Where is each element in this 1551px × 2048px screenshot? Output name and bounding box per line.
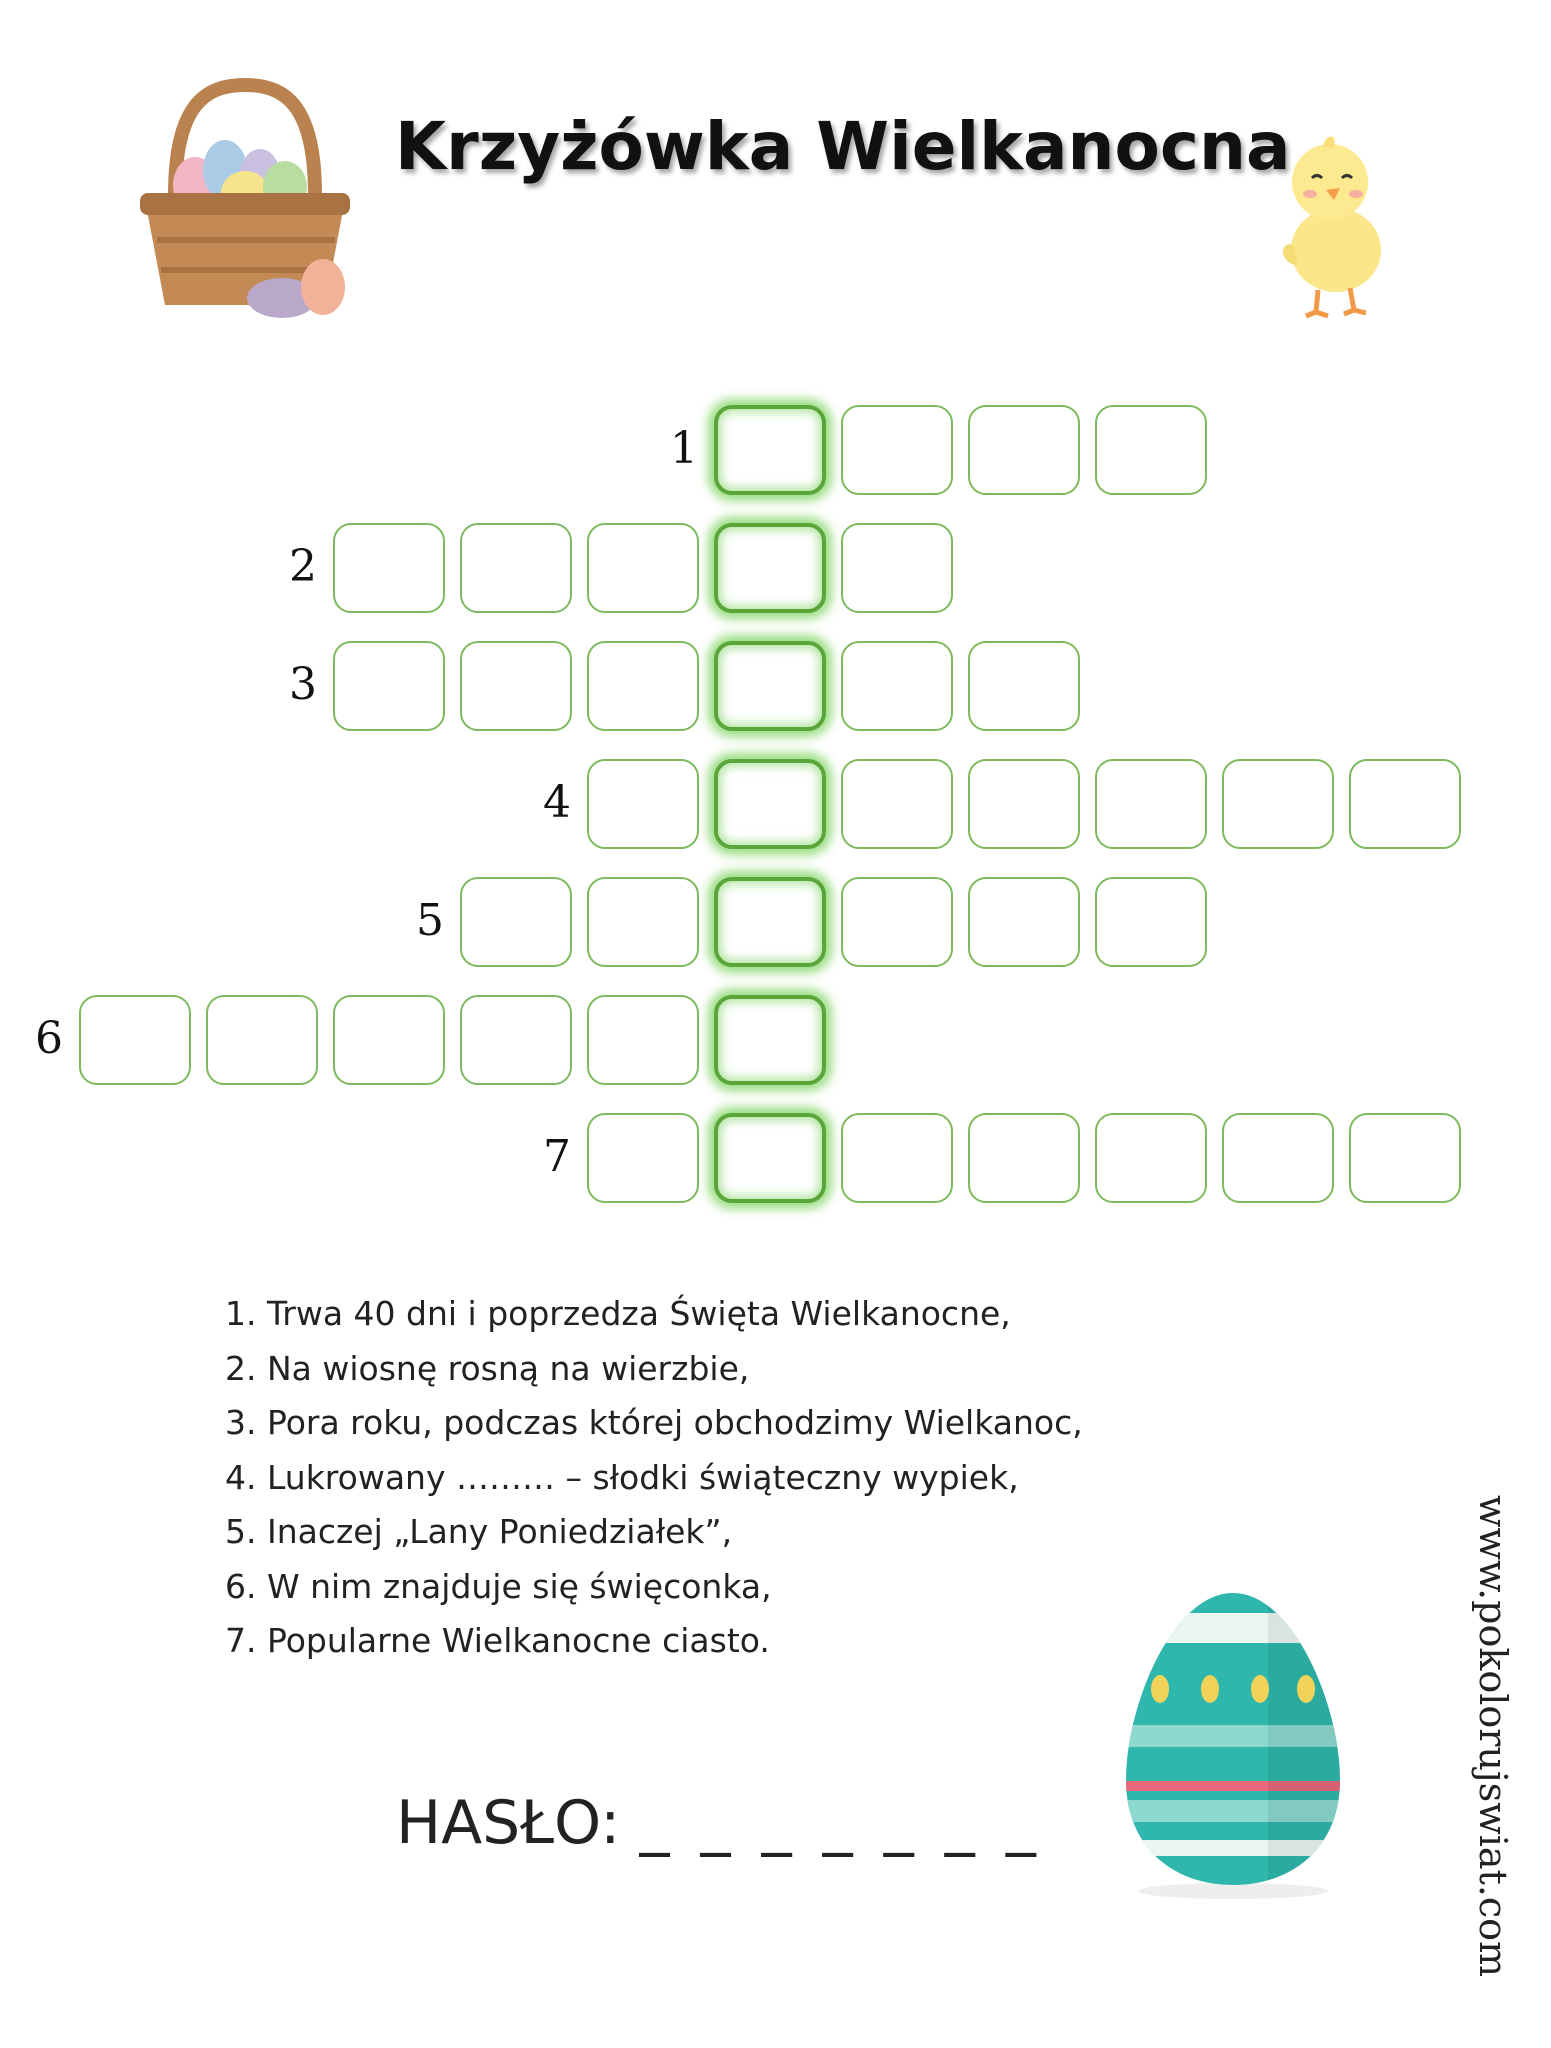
answer-cell[interactable]: [587, 523, 699, 613]
answer-cell[interactable]: [1349, 1113, 1461, 1203]
password-cell[interactable]: [714, 995, 826, 1085]
answer-cell[interactable]: [968, 405, 1080, 495]
row-number-1: 1: [670, 423, 698, 474]
answer-cell[interactable]: [1095, 405, 1207, 495]
password-cell[interactable]: [714, 405, 826, 495]
answer-cell[interactable]: [1095, 877, 1207, 967]
clue-4: 4. Lukrowany ……… – słodki świąteczny wypiek,: [225, 1457, 1019, 1497]
answer-cell[interactable]: [587, 877, 699, 967]
page-title: Krzyżówka Wielkanocna: [395, 108, 1291, 185]
password-label: HASŁO:: [396, 1788, 621, 1858]
answer-cell[interactable]: [841, 405, 953, 495]
clue-list: [225, 1287, 1083, 1669]
password-blanks: _ _ _ _ _ _ _: [639, 1788, 1042, 1858]
clue-2: 2. Na wiosnę rosną na wierzbie,: [225, 1348, 750, 1388]
answer-cell[interactable]: [1349, 759, 1461, 849]
clue-5: 5. Inaczej „Lany Poniedziałek”,: [225, 1512, 733, 1551]
password-cell[interactable]: [714, 877, 826, 967]
row-number-5: 5: [416, 895, 444, 946]
answer-cell[interactable]: [841, 523, 953, 613]
password-cell[interactable]: [714, 1113, 826, 1203]
answer-cell[interactable]: [841, 759, 953, 849]
answer-cell[interactable]: [968, 641, 1080, 731]
row-number-7: 7: [543, 1131, 571, 1182]
password-cell[interactable]: [714, 759, 826, 849]
row-number-2: 2: [289, 541, 317, 592]
answer-cell[interactable]: [587, 995, 699, 1085]
clue-7: 7. Popularne Wielkanocne ciasto.: [225, 1621, 770, 1660]
answer-cell[interactable]: [333, 641, 445, 731]
answer-cell[interactable]: [333, 995, 445, 1085]
answer-cell[interactable]: [206, 995, 318, 1085]
password-cell[interactable]: [714, 523, 826, 613]
answer-cell[interactable]: [1222, 759, 1334, 849]
answer-cell[interactable]: [968, 877, 1080, 967]
answer-cell[interactable]: [460, 523, 572, 613]
answer-cell[interactable]: [968, 1113, 1080, 1203]
easter-egg-icon: [1118, 1585, 1348, 1905]
row-number-3: 3: [289, 659, 317, 710]
answer-cell[interactable]: [841, 877, 953, 967]
row-number-6: 6: [35, 1013, 63, 1064]
clue-3: 3. Pora roku, podczas której obchodzimy Wielkanoc,: [225, 1403, 1083, 1442]
password-line: [396, 1788, 1042, 1858]
answer-cell[interactable]: [1095, 1113, 1207, 1203]
answer-cell[interactable]: [460, 995, 572, 1085]
answer-cell[interactable]: [460, 877, 572, 967]
clue-6: 6. W nim znajduje się święconka,: [225, 1566, 772, 1606]
answer-cell[interactable]: [587, 759, 699, 849]
answer-cell[interactable]: [1222, 1113, 1334, 1203]
clue-1: 1. Trwa 40 dni i poprzedza Święta Wielkanocne,: [225, 1294, 1011, 1333]
answer-cell[interactable]: [79, 995, 191, 1085]
row-number-4: 4: [543, 777, 571, 828]
answer-cell[interactable]: [460, 641, 572, 731]
website-url: www.pokolorujswiat.com: [1471, 1495, 1515, 1978]
answer-cell[interactable]: [968, 759, 1080, 849]
answer-cell[interactable]: [333, 523, 445, 613]
duckling-icon: [1268, 130, 1398, 320]
password-cell[interactable]: [714, 641, 826, 731]
answer-cell[interactable]: [1095, 759, 1207, 849]
answer-cell[interactable]: [587, 1113, 699, 1203]
answer-cell[interactable]: [841, 641, 953, 731]
basket-with-eggs-icon: [135, 75, 355, 330]
answer-cell[interactable]: [587, 641, 699, 731]
answer-cell[interactable]: [841, 1113, 953, 1203]
